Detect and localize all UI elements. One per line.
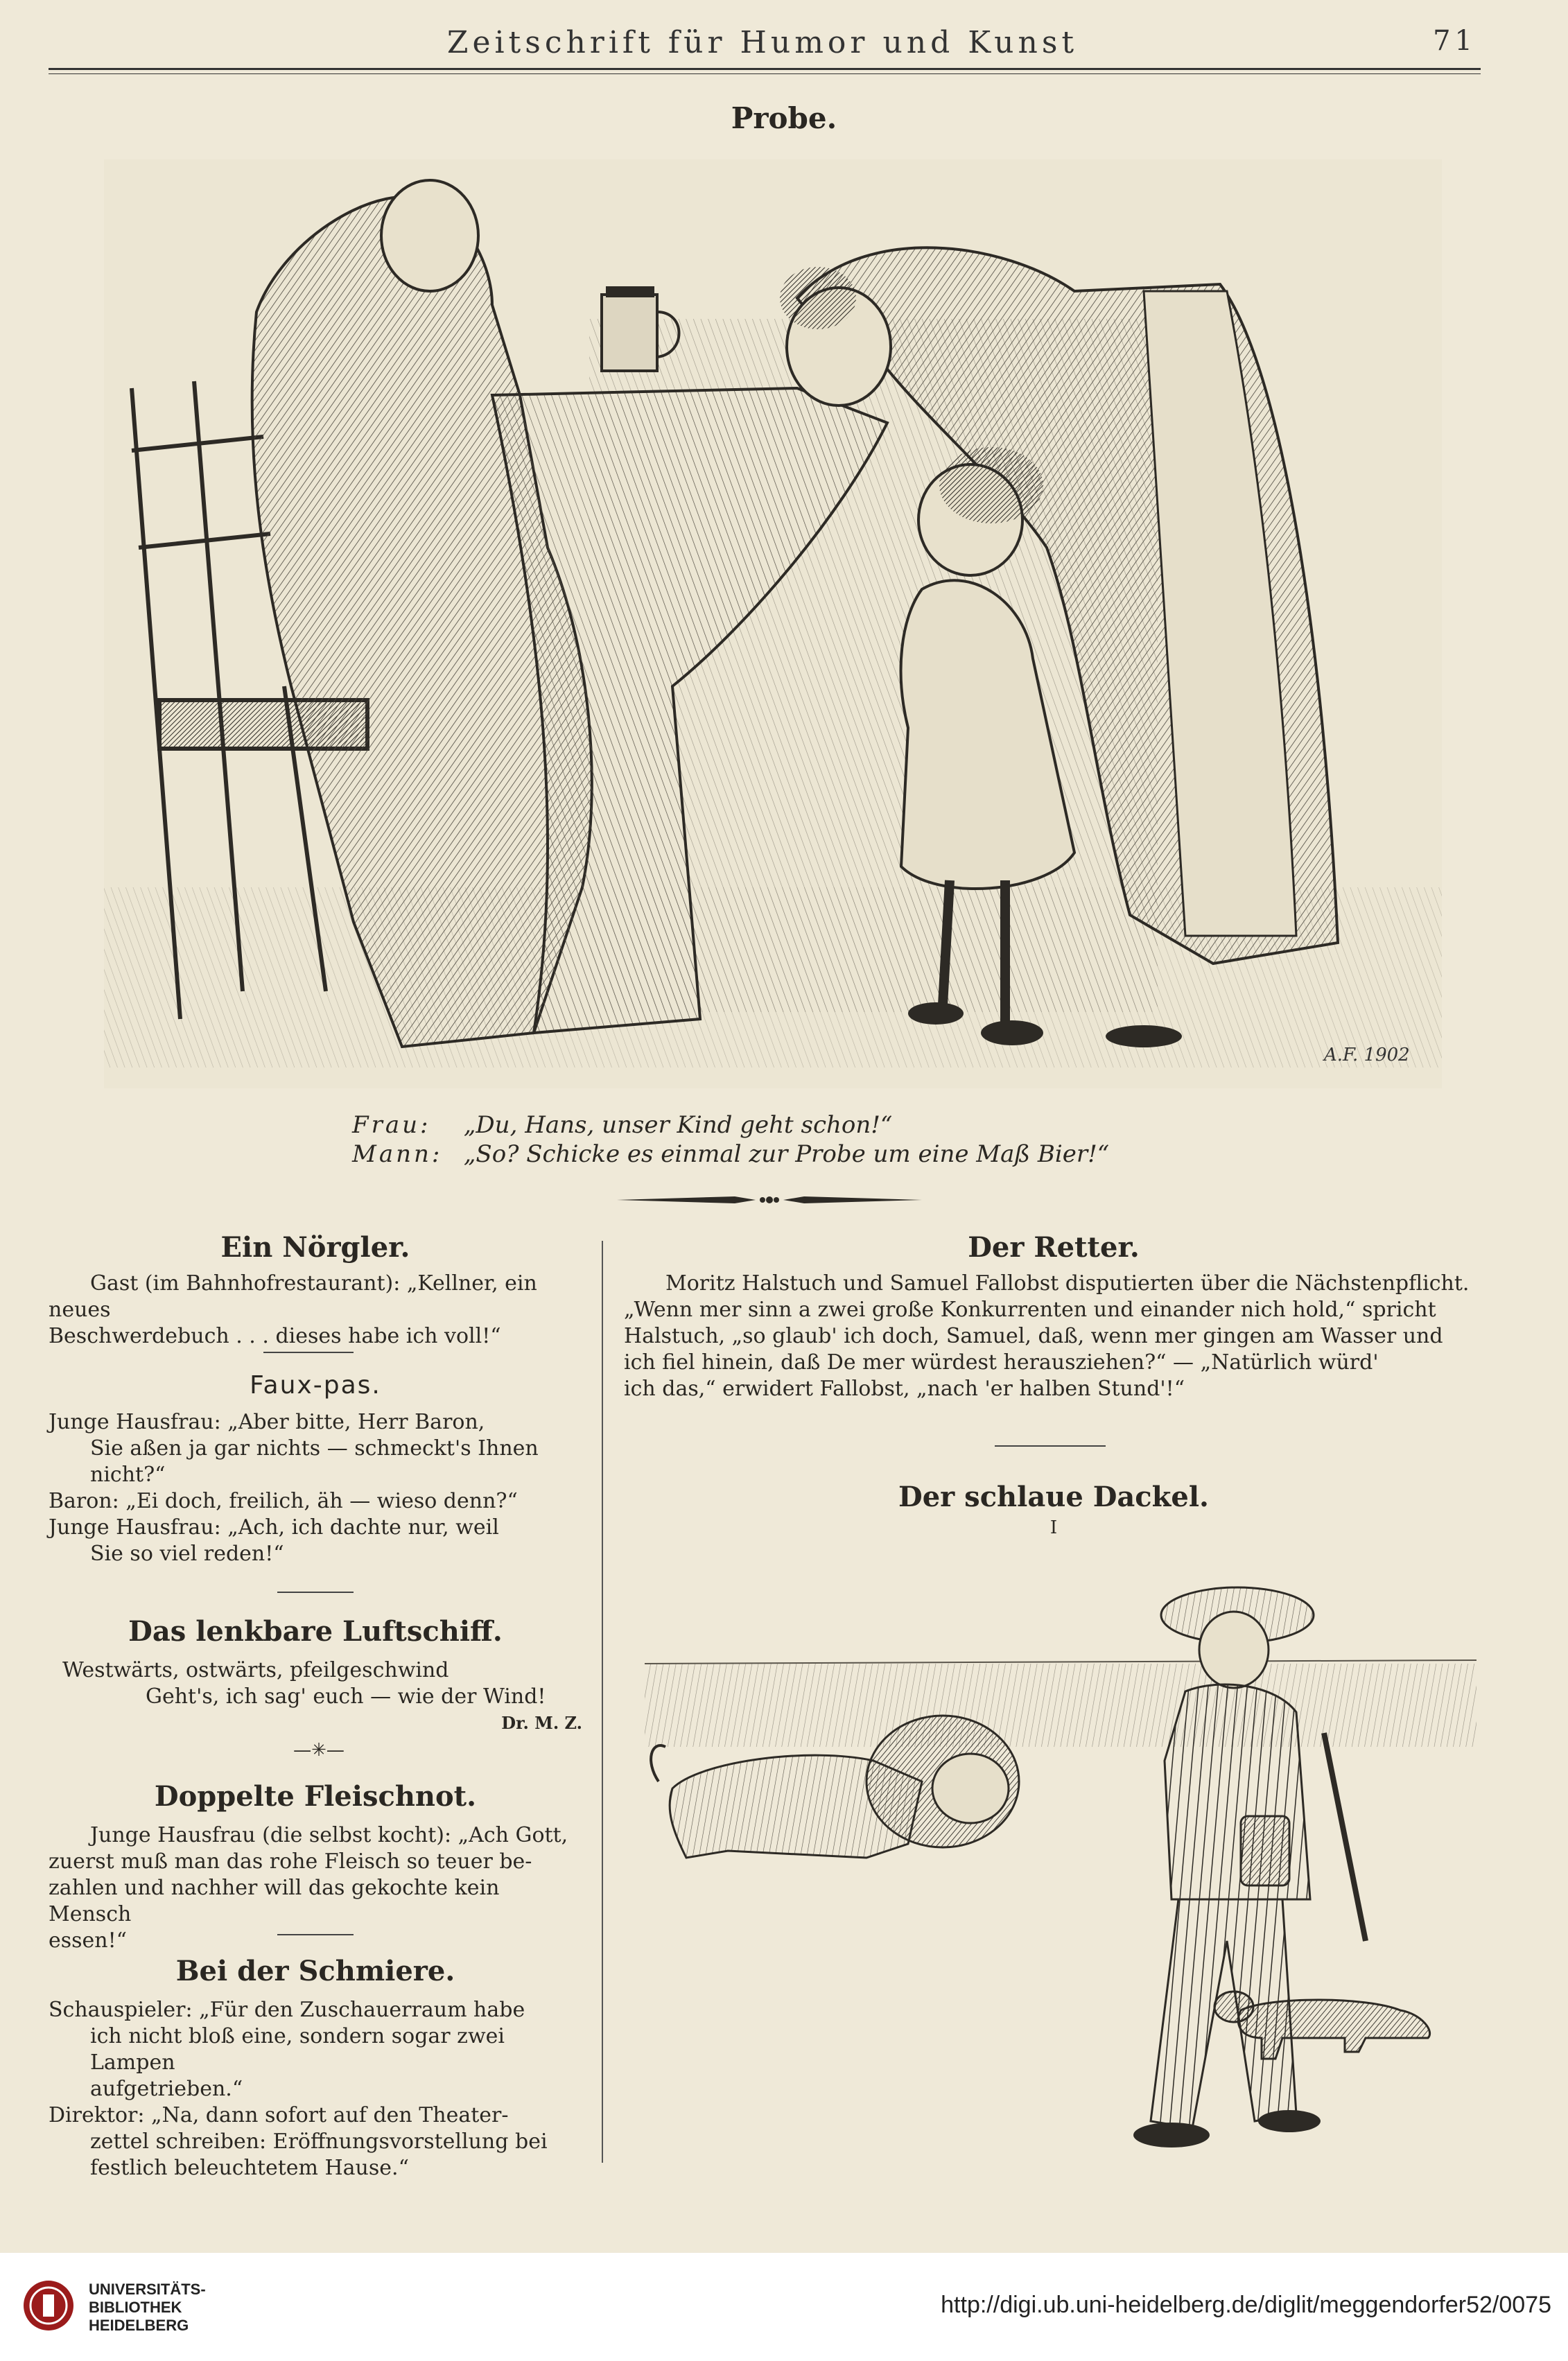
text-line: nicht?“ bbox=[90, 1463, 166, 1487]
savanna bbox=[645, 1664, 1476, 1747]
child-shoe-left bbox=[908, 1002, 964, 1025]
library-name-line: UNIVERSITÄTS- bbox=[89, 2281, 206, 2298]
illustration-probe bbox=[104, 159, 1442, 1088]
engraving-dackel bbox=[645, 1553, 1476, 2177]
divider bbox=[277, 1934, 354, 1935]
article-retter bbox=[624, 1231, 1483, 1402]
caption-speaker: Mann: bbox=[352, 1140, 443, 1168]
divider bbox=[263, 1352, 354, 1353]
text-line: Sie so viel reden!“ bbox=[90, 1542, 284, 1566]
article-faux-pas bbox=[49, 1371, 582, 1567]
text-line: Gast (im Bahnhofrestaurant): „Kellner, ein neues bbox=[49, 1271, 537, 1322]
library-name-line: HEIDELBERG bbox=[89, 2317, 189, 2334]
university-seal-icon bbox=[21, 2278, 76, 2333]
verse-line: Geht's, ich sag' euch — wie der Wind! bbox=[146, 1684, 546, 1709]
man-shoe bbox=[1133, 2123, 1210, 2147]
article-body bbox=[49, 1997, 582, 2181]
illustration-title: Probe. bbox=[731, 101, 837, 135]
article-body bbox=[49, 1271, 582, 1350]
poem-signature: Dr. M. Z. bbox=[501, 1713, 582, 1733]
text-line: aufgetrieben.“ bbox=[90, 2077, 243, 2101]
text-line: Schauspieler: „Für den Zuschauerraum habe bbox=[49, 1998, 525, 2022]
text-line: „Wenn mer sinn a zwei große Konkurrenten und einander nich hold,“ spricht bbox=[624, 1298, 1436, 1322]
header-rule-thin bbox=[49, 73, 1481, 74]
library-name-line: BIBLIOTHEK bbox=[89, 2299, 182, 2316]
section-ornament bbox=[617, 1188, 922, 1212]
article-noergler bbox=[49, 1231, 582, 1350]
lion-face bbox=[932, 1754, 1009, 1823]
library-name bbox=[89, 2281, 206, 2335]
article-heading: Der Retter. bbox=[968, 1231, 1140, 1264]
article-heading: Doppelte Fleischnot. bbox=[154, 1780, 477, 1813]
horizon bbox=[645, 1660, 1476, 1664]
woman-hair bbox=[780, 267, 856, 329]
poem-luftschiff bbox=[49, 1615, 582, 1736]
cartoon-number: I bbox=[1049, 1517, 1058, 1538]
illustration-dackel bbox=[645, 1553, 1476, 2177]
text-line: zuerst muß man das rohe Fleisch so teuer be- bbox=[49, 1849, 532, 1874]
page-number: 71 bbox=[1433, 25, 1476, 57]
article-body bbox=[624, 1271, 1483, 1402]
article-fleischnot bbox=[49, 1780, 582, 1954]
man-head bbox=[381, 180, 478, 291]
text-line: ich das,“ erwidert Fallobst, „nach 'er halben Stund'!“ bbox=[624, 1377, 1185, 1401]
dachshund-head bbox=[1214, 1992, 1253, 2022]
article-body bbox=[49, 1409, 582, 1567]
text-line: Beschwerdebuch . . . dieses habe ich voll!“ bbox=[49, 1324, 501, 1348]
star-divider: —✳— bbox=[293, 1740, 345, 1761]
child-hair bbox=[939, 447, 1043, 523]
man-shoe-right bbox=[1258, 2110, 1321, 2132]
running-header bbox=[49, 25, 1476, 73]
illustration-caption bbox=[352, 1110, 1253, 1169]
dachshund bbox=[1238, 2000, 1429, 2059]
divider bbox=[995, 1445, 1106, 1447]
text-line: zahlen und nachher will das gekochte kein Mensch bbox=[49, 1876, 500, 1926]
source-url-link[interactable]: http://digi.ub.uni-heidelberg.de/diglit/meggendorfer52/0075 bbox=[941, 2292, 1551, 2318]
umbrella bbox=[1324, 1733, 1366, 1941]
article-schmiere bbox=[49, 1955, 582, 2181]
cartoon-dackel bbox=[624, 1481, 1483, 1538]
article-heading: Ein Nörgler. bbox=[220, 1231, 410, 1264]
text-line: Junge Hausfrau (die selbst kocht): „Ach Gott, bbox=[90, 1823, 568, 1847]
text-line: ich fiel hinein, daß De mer würdest herausziehen?“ — „Natürlich würd' bbox=[624, 1350, 1379, 1375]
woman-shoe bbox=[1106, 1025, 1182, 1047]
text-line: Sie aßen ja gar nichts — schmeckt's Ihnen bbox=[90, 1436, 539, 1461]
library-footer bbox=[0, 2253, 1568, 2361]
specimen-case bbox=[1241, 1816, 1289, 1885]
engraving-probe bbox=[104, 159, 1442, 1088]
text-line: Junge Hausfrau: „Aber bitte, Herr Baron, bbox=[49, 1410, 485, 1434]
header-rule bbox=[49, 68, 1481, 70]
lion-tail bbox=[651, 1745, 665, 1781]
caption-text: „So? Schicke es einmal zur Probe um eine Maß Bier!“ bbox=[463, 1140, 1110, 1168]
text-line: Moritz Halstuch und Samuel Fallobst disputierten über die Nächstenpflicht. bbox=[665, 1271, 1470, 1296]
text-line: festlich beleuchtetem Hause.“ bbox=[90, 2156, 409, 2180]
text-line: zettel schreiben: Eröffnungsvorstellung bei bbox=[90, 2129, 548, 2154]
cartoon-heading: Der schlaue Dackel. bbox=[898, 1481, 1209, 1513]
caption-line bbox=[352, 1140, 1253, 1169]
text-line: Direktor: „Na, dann sofort auf den Theater- bbox=[49, 2103, 509, 2127]
caption-speaker: Frau: bbox=[352, 1111, 431, 1139]
poem-heading: Das lenkbare Luftschiff. bbox=[128, 1615, 503, 1648]
verse-line: Westwärts, ostwärts, pfeilgeschwind bbox=[62, 1658, 449, 1682]
divider bbox=[277, 1592, 354, 1593]
text-line: Halstuch, „so glaub' ich doch, Samuel, daß, wenn mer gingen am Wasser und bbox=[624, 1324, 1443, 1348]
text-line: Baron: „Ei doch, freilich, äh — wieso denn?“ bbox=[49, 1489, 518, 1513]
column-rule bbox=[602, 1241, 603, 2163]
caption-line bbox=[352, 1110, 1253, 1140]
article-heading: Faux-pas. bbox=[250, 1371, 381, 1400]
caption-text: „Du, Hans, unser Kind geht schon!“ bbox=[463, 1111, 893, 1139]
artist-monogram: A.F. 1902 bbox=[1324, 1045, 1410, 1065]
article-heading: Bei der Schmiere. bbox=[175, 1955, 455, 1987]
text-line: ich nicht bloß eine, sondern sogar zwei Lampen bbox=[90, 2024, 505, 2075]
man-head bbox=[1199, 1612, 1269, 1688]
text-line: essen!“ bbox=[49, 1928, 128, 1953]
child-shoe bbox=[981, 1020, 1043, 1045]
poem-body bbox=[49, 1657, 582, 1736]
journal-title: Zeitschrift für Humor und Kunst bbox=[446, 25, 1079, 60]
text-line: Junge Hausfrau: „Ach, ich dachte nur, weil bbox=[49, 1515, 499, 1540]
